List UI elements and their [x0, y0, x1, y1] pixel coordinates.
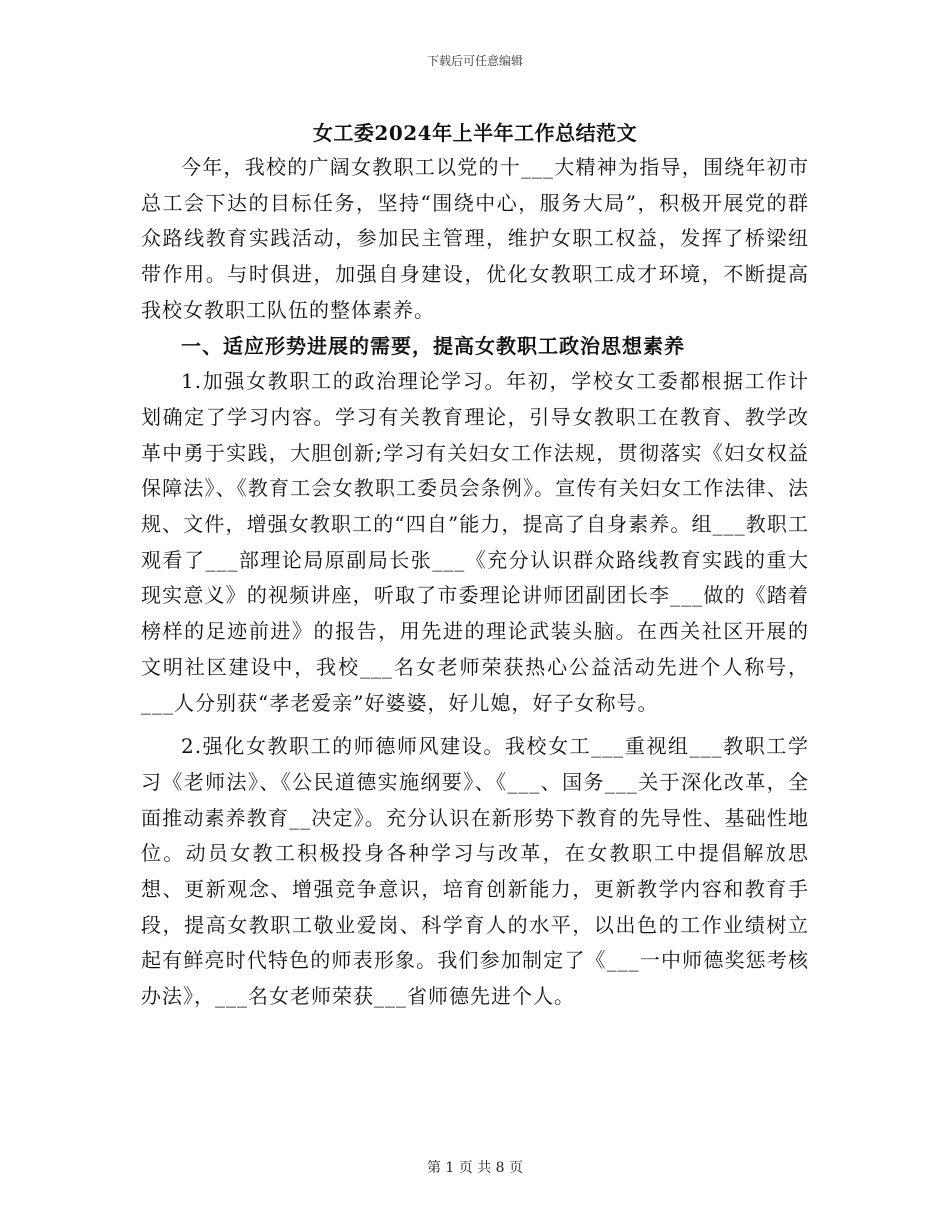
page-footer: 第 1 页 共 8 页: [426, 1160, 524, 1176]
document-body: [141, 150, 809, 1015]
section-heading: 一、适应形势进展的需要，提高女教职工政治思想素养: [181, 333, 685, 358]
intro-paragraph: 今年，我校的广阔女教职工以党的十___大精神为指导，围绕年初市总工会下达的目标任务，坚持“围绕中心，服务大局”，积极开展党的群众路线教育实践活动，参加民主管理，维护女职工权益，发挥了桥梁纽带作用。与时俱进，加强自身建设，优化女教职工成才环境，不断提高我校女教职工队伍的整体素养。: [141, 155, 809, 322]
paragraph-item-1: 1.加强女教职工的政治理论学习。年初，学校女工委都根据工作计划确定了学习内容。学习有关教育理论，引导女教职工在教育、教学改革中勇于实践，大胆创新;学习有关妇女工作法规，贯彻落实《妇女权益保障法》、《教育工会女教职工委员会条例》。宣传有关妇女工作法律、法规、文件，增强女教职工的“四自”能力，提高了自身素养。组___教职工观看了___部理论局原副局长张___《充分认识群众路线教育实践的重大现实意义》的视频讲座，听取了市委理论讲师团副团长李___做的《踏着榜样的足迹前进》的报告，用先进的理论武装头脑。在西关社区开展的文明社区建设中，我校___名女老师荣获热心公益活动先进个人称号，___人分别获“孝老爱亲”好婆婆，好儿媳，好子女称号。: [141, 369, 809, 715]
paragraph-item-2: 2.强化女教职工的师德师风建设。我校女工___重视组___教职工学习《老师法》、《公民道德实施纲要》、《___、国务___关于深化改革，全面推动素养教育__决定》。充分认识在新形势下教育的先导性、基础性地位。动员女教工积极投身各种学习与改革，在女教职工中提倡解放思想、更新观念、增强竞争意识，培育创新能力，更新教学内容和教育手段，提高女教职工敬业爱岗、科学育人的水平，以出色的工作业绩树立起有鲜亮时代特色的师表形象。我们参加制定了《___一中师德奖惩考核办法》，___名女老师荣获___省师德先进个人。: [141, 734, 809, 1009]
page-header: 下载后可任意编辑: [426, 54, 523, 68]
document-title: 女工委2024年上半年工作总结范文: [312, 121, 638, 145]
